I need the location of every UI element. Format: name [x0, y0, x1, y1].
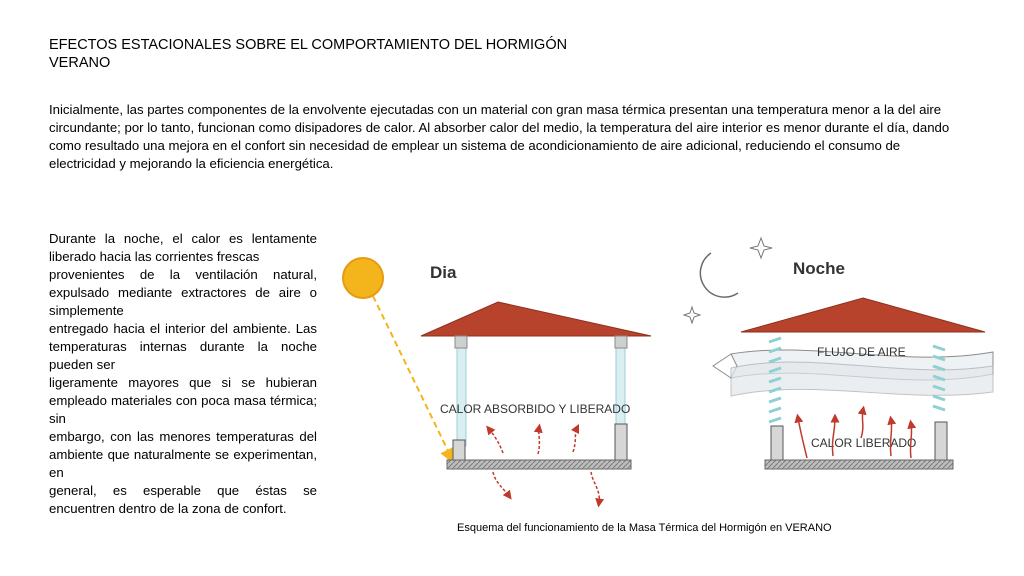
night-paragraph: Durante la noche, el calor es lentamente liberado hacia las corrientes frescas [49, 231, 317, 264]
heat-arrow [798, 418, 807, 458]
night-roof [741, 298, 985, 332]
night-paragraph: embargo, con las menores temperaturas del ambiente que naturalmente se experimentan, en [49, 429, 317, 480]
day-wall-right [615, 424, 627, 460]
day-floor-slab [447, 460, 631, 469]
heat-arrow [573, 428, 577, 452]
day-column-left [457, 336, 466, 446]
ventilation-coil-right [933, 346, 945, 410]
moon-icon [700, 253, 738, 297]
night-paragraph: general, es esperable que éstas se encuentren dentro de la zona de confort. [49, 483, 317, 516]
thermal-mass-diagram [333, 228, 995, 513]
heat-arrow [910, 424, 911, 458]
intro-paragraph: Inicialmente, las partes componentes de la envolvente ejecutadas con un material con gran masa térmica presentan una temperatura menor a la del aire circundante; por lo tanto, funcionan como disipadores de calor. Al absorber calor del medio, la temperatura del aire interior es menor durante el día, dando como resultado una mejora en el confort sin necesidad de emplear un sistema de acondicionamiento de aire adicional, reduciendo el consumo de electricidad y mejorando la eficiencia energética. [49, 102, 950, 171]
heat-arrow [489, 429, 503, 453]
star-icon [684, 307, 700, 323]
night-label: Noche [793, 259, 845, 278]
title-line-1: EFECTOS ESTACIONALES SOBRE EL COMPORTAMIENTO DEL HORMIGÓN [49, 37, 568, 53]
title-line-2: VERANO [49, 55, 111, 71]
night-wall-left [771, 426, 783, 460]
day-scene [343, 258, 651, 503]
heat-arrow [493, 472, 509, 496]
heat-arrow [861, 410, 863, 438]
airflow-label: FLUJO DE AIRE [817, 345, 906, 359]
sun-icon [343, 258, 383, 298]
night-heat-label: CALOR LIBERADO [811, 436, 917, 450]
sunbeam-arrow [373, 296, 451, 457]
night-paragraph: entregado hacia el interior del ambiente. Las temperaturas internas durante la noche pueden ser [49, 321, 317, 372]
night-description [49, 230, 317, 518]
night-scene [684, 238, 993, 469]
night-floor-slab [765, 460, 953, 469]
star-icon [750, 238, 772, 258]
heat-arrow [591, 472, 599, 503]
day-roof [421, 302, 651, 336]
day-heat-label: CALOR ABSORBIDO Y LIBERADO [440, 402, 631, 416]
heat-arrow [538, 428, 539, 454]
day-wall-left [453, 440, 465, 460]
slide-title [49, 36, 749, 72]
night-paragraph: ligeramente mayores que si se hubieran empleado materiales con poca masa térmica; sin [49, 375, 317, 426]
day-label: Dia [430, 263, 457, 282]
night-paragraph: provenientes de la ventilación natural, expulsado mediante extractores de aire o simplemente [49, 267, 317, 318]
night-wall-right [935, 422, 947, 460]
heat-arrow [890, 420, 891, 456]
figure-caption: Esquema del funcionamiento de la Masa Térmica del Hormigón en VERANO [457, 522, 832, 534]
